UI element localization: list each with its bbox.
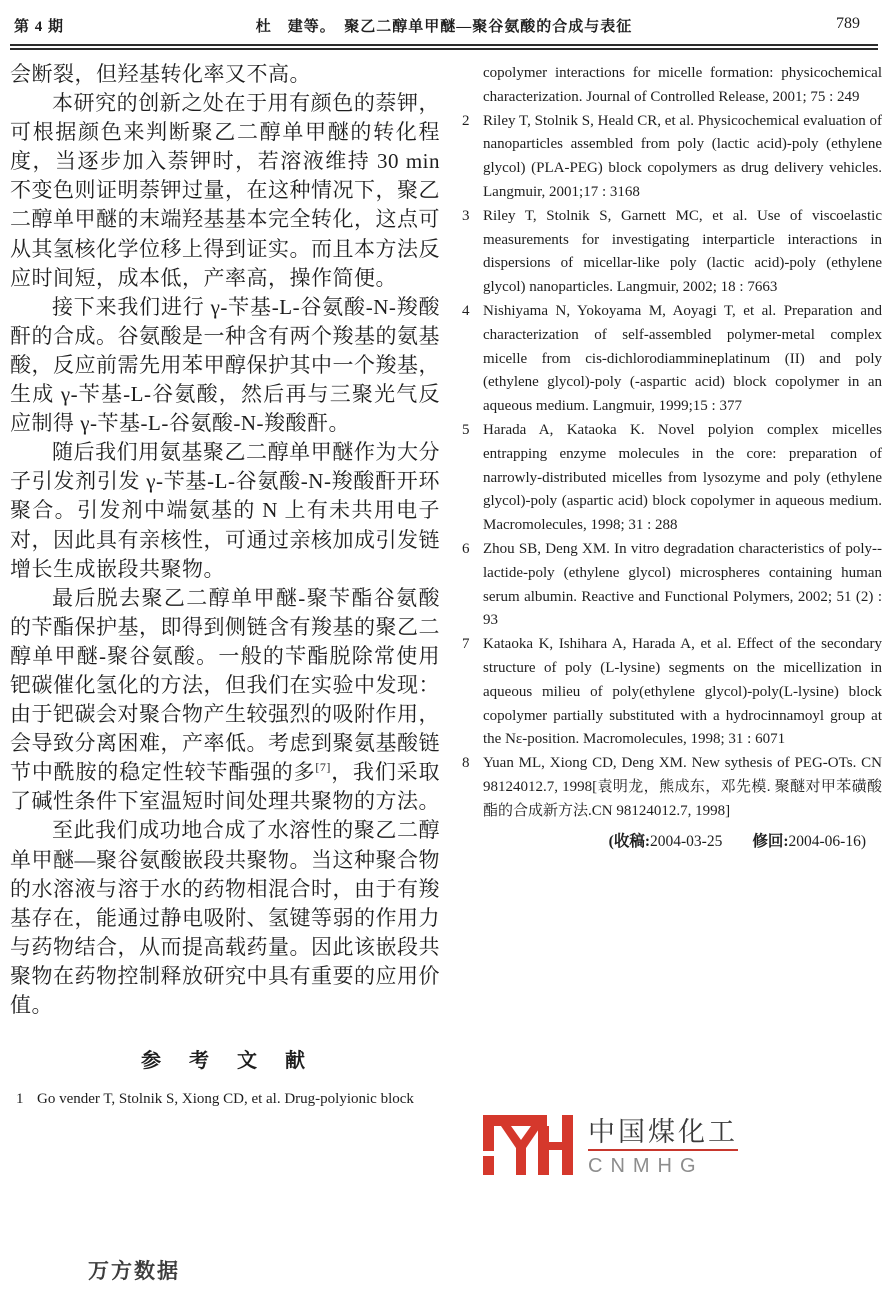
reference-item: [456, 110, 882, 205]
reference-text: Riley T, Stolnik S, Garnett MC, et al. Use of viscoelastic measurements for investigating interparticle interactions in dispersions of micellar-like poly (lactic acid)-poly (ethylene glycol) nanoparticles. Langmuir, 2002; 18 : 7663: [483, 207, 882, 296]
logo-chinese-name: 中国煤化工: [588, 1117, 738, 1147]
reference-item: [456, 538, 882, 633]
reference-text: copolymer interactions for micelle formation: physicochemical characterization. Journal of Controlled Release, 2001; 75 : 249: [483, 65, 882, 105]
reference-item: [10, 1088, 440, 1112]
paragraph: 本研究的创新之处在于用有颜色的萘钾，可根据颜色来判断聚乙二醇单甲醚的转化程度，当逐步加入萘钾时，若溶液维持 30 min 不变色则证明萘钾过量，在这种情况下，聚乙二醇单甲醚的末端羟基基本完全转化，这点可从其氢核化学位移上得到证实。而且本方法反应时间短，成本低，产率高，操作简便。: [10, 91, 440, 290]
reference-text: Nishiyama N, Yokoyama M, Aoyagi T, et al. Preparation and characterization of self-assembled polymer-metal complex micelle from cis-dichlorodiammineplatinum (II) and poly (ethylene glycol)-poly (-aspartic acid) block copolymer in an aqueous medium. Langmuir, 1999;15 : 377: [483, 302, 882, 415]
logo-text-block: [588, 1115, 738, 1177]
right-column: [456, 62, 882, 851]
reference-text: Yuan ML, Xiong CD, Deng XM. New sythesis of PEG-OTs. CN 98124012.7, 1998[袁明龙，熊成东，邓先模. 聚醚对甲苯磺酸酯的合成新方法.CN 98124012.7, 1998]: [483, 755, 882, 819]
page-header: [12, 13, 876, 39]
received-date: 2004-03-25: [650, 832, 723, 850]
reference-number: 6: [462, 540, 470, 557]
reference-text: Go vender T, Stolnik S, Xiong CD, et al. Drug-polyionic block: [37, 1091, 414, 1108]
logo-divider: [588, 1149, 738, 1151]
reference-text: Zhou SB, Deng XM. In vitro degradation characteristics of poly--lactide-poly (ethylene glycol) microspheres containing human serum albumin. Reactive and Functional Polymers, 2002; 51 (2) : 93: [483, 540, 882, 629]
revised-date: 2004-06-16): [788, 832, 866, 850]
citation-superscript: [7]: [315, 760, 331, 775]
paragraph-text: 最后脱去聚乙二醇单甲醚-聚苄酯谷氨酸的苄酯保护基，即得到侧链含有羧基的聚乙二醇单甲醚-聚谷氨酸。一般的苄酯脱除常使用钯碳催化氢化的方法，但我们在实验中发现：由于钯碳会对聚合物产生较强烈的吸附作用，会导致分离困难，产率低。考虑到聚氨基酸链节中酰胺的稳定性较苄酯强的多: [10, 585, 440, 785]
reference-number: 3: [462, 207, 470, 224]
paragraph: 至此我们成功地合成了水溶性的聚乙二醇单甲醚—聚谷氨酸嵌段共聚物。当这种聚合物的水溶液与溶于水的药物相混合时，由于有羧基存在，能通过静电吸附、氢键等弱的作用力与药物结合，从而提高载药量。因此该嵌段共聚物在药物控制释放研究中具有重要的应用价值。: [10, 818, 440, 1017]
revised-label: 修回:: [752, 832, 789, 850]
reference-item: [456, 633, 882, 752]
left-column: [10, 60, 440, 1112]
paragraph: 会断裂，但羟基转化率又不高。: [10, 62, 311, 86]
references-heading: 参 考 文 献: [141, 1050, 309, 1073]
reference-item: [456, 752, 882, 823]
reference-number: 5: [462, 421, 470, 438]
reference-number: 2: [462, 112, 470, 129]
paragraph-text: ，我们采取了碱性条件下室温短时间处理共聚物的方法。: [10, 760, 441, 814]
paragraph: 接下来我们进行 γ-苄基-L-谷氨酸-N-羧酸酐的合成。谷氨酸是一种含有两个羧基的氨基酸，反应前需先用苯甲醇保护其中一个羧基，生成 γ-苄基-L-谷氨酸，然后再与三聚光气反应制得 γ-苄基-L-谷氨酸-N-羧酸酐。: [10, 294, 440, 436]
publisher-logo: [483, 1115, 738, 1177]
reference-number: 7: [462, 636, 470, 653]
header-rule: [10, 44, 878, 50]
reference-number: 8: [462, 755, 470, 772]
running-title: 杜 建等。 聚乙二醇单甲醚—聚谷氨酸的合成与表征: [255, 19, 633, 35]
myh-monogram-icon: [483, 1115, 573, 1175]
reference-number: [456, 62, 483, 110]
reference-text: Kataoka K, Ishihara A, Harada A, et al. Effect of the secondary structure of poly (L-lysine) segments on the micellization in aqueous milieu of poly(ethylene glycol)-poly(L-lysine) block copolymer partially substituted with a hydrocinnamoyl group at the Nε-position. Macromolecules, 1998; 31 : 6071: [483, 636, 882, 748]
issue-label: 第 4 期: [14, 19, 65, 35]
paragraph: [10, 584, 440, 817]
reference-item: [456, 300, 882, 419]
paragraph: 随后我们用氨基聚乙二醇单甲醚作为大分子引发剂引发 γ-苄基-L-谷氨酸-N-羧酸酐开环聚合。引发剂中端氨基的 N 上有未共用电子对，因此具有亲核性，可通过亲核加成引发链增长生成嵌段共聚物。: [10, 440, 440, 581]
page-number: 789: [836, 15, 860, 32]
reference-number: 4: [462, 302, 470, 319]
reference-text: Harada A, Kataoka K. Novel polyion complex micelles entrapping enzyme molecules in the core: preparation of narrowly-distributed micelles from lysozyme and poly (ethylene glycol)-poly (aspartic acid) block copolymer in aqueous medium. Macromolecules, 1998; 31 : 288: [483, 421, 882, 534]
reference-number: 1: [16, 1091, 24, 1108]
received-revised-line: [456, 829, 882, 851]
reference-text: Riley T, Stolnik S, Heald CR, et al. Physicochemical evaluation of nanoparticles assembled from poly (lactic acid)-poly (ethylene glycol) (PLA-PEG) block copolymers as drug delivery vehicles. Langmuir, 2001;17 : 3168: [483, 112, 882, 200]
reference-item: [456, 205, 882, 300]
reference-item: [456, 419, 882, 538]
logo-latin-name: CNMHG: [588, 1155, 704, 1177]
wanfang-watermark: 万方数据: [88, 1259, 180, 1283]
received-label: (收稿:: [608, 832, 650, 850]
reference-item: [456, 62, 882, 110]
